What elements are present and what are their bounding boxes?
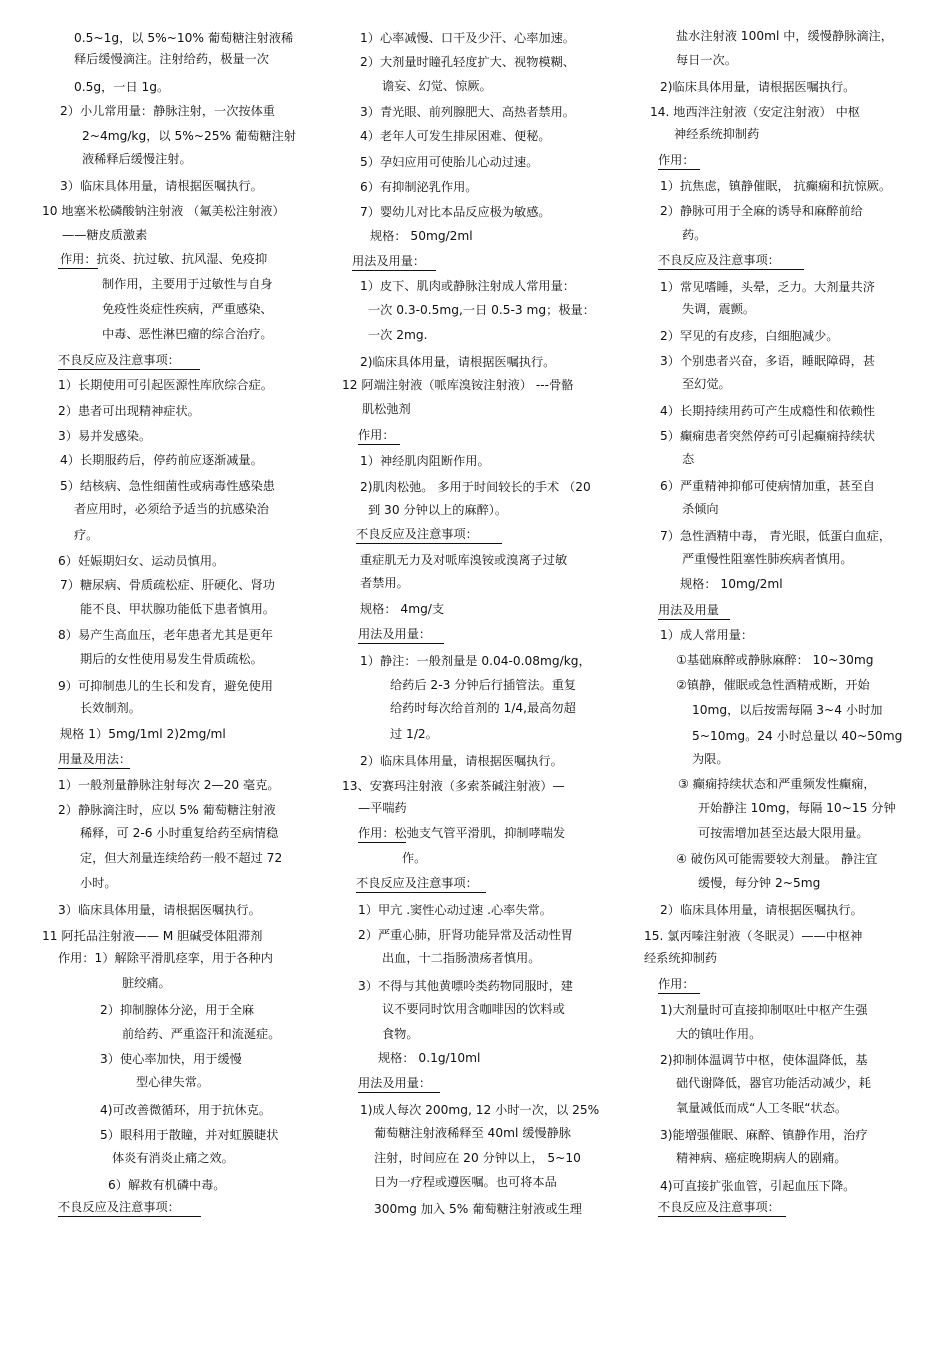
- col3-line: 2）静脉可用于全麻的诱导和麻醉前给: [660, 204, 863, 218]
- col3-line: 1）抗焦虑，镇静催眠， 抗癫痫和抗惊厥。: [660, 179, 892, 193]
- col1-line: 免疫性炎症性疾病，严重感染、: [102, 302, 273, 316]
- col1-line: 2）静脉滴注时，应以 5% 葡萄糖注射液: [58, 803, 276, 817]
- heading-underline: [658, 993, 700, 994]
- col2-line: 1）静注：一般剂量是 0.04-0.08mg/kg，: [360, 654, 591, 668]
- col3-line: 2）罕见的有皮疹，白细胞减少。: [660, 329, 839, 343]
- heading-underline: [58, 1216, 201, 1217]
- col2-line: 肌松弛剂: [362, 402, 411, 416]
- col3-line: 4）长期持续用药可产生成瘾性和依赖性: [660, 404, 875, 418]
- col2-line: 3）不得与其他黄嘌呤类药物同服时，建: [358, 979, 573, 993]
- col2-line: 注射，时间应在 20 分钟以上， 5~10: [374, 1151, 581, 1165]
- col3-line: 1）成人常用量：: [660, 628, 754, 642]
- col2-line: 2）大剂量时瞳孔轻度扩大、视物模糊、: [360, 55, 575, 69]
- col1-line: ——糖皮质激素: [62, 228, 148, 242]
- col3-line: 精神病、癌症晚期病人的剧痛。: [676, 1151, 847, 1165]
- col1-line: 者应用时，必须给予适当的抗感染治: [74, 502, 269, 516]
- col2-line: 12 阿端注射液（哌库溴铵注射液） ---骨骼: [342, 378, 574, 392]
- col3-line: ①基础麻醉或静脉麻醉： 10~30mg: [676, 653, 874, 667]
- col2-line: —平喘药: [358, 801, 407, 815]
- col2-line: 作用：松弛支气管平滑肌，抑制哮喘发: [358, 826, 566, 840]
- col2-line: 不良反应及注意事项：: [356, 527, 478, 541]
- col2-line: 300mg 加入 5% 葡萄糖注射液或生理: [374, 1202, 582, 1216]
- col3-line: 础代谢降低，器官功能活动减少，耗: [676, 1076, 871, 1090]
- col3-line: 严重慢性阻塞性肺疾病者慎用。: [682, 552, 853, 566]
- col1-line: 0.5~1g，以 5%~10% 葡萄糖注射液稀: [74, 31, 294, 45]
- heading-underline: [358, 444, 400, 445]
- col1-line: 脏绞痛。: [122, 976, 171, 990]
- col1-line: 10 地塞米松磷酸钠注射液 （氟美松注射液）: [42, 204, 285, 218]
- col1-line: 体炎有消炎止痛之效。: [112, 1151, 234, 1165]
- heading-underline: [658, 619, 730, 620]
- col1-line: 规格 1）5mg/1ml 2)2mg/ml: [60, 727, 226, 741]
- heading-underline: [358, 643, 444, 644]
- col2-line: 者禁用。: [360, 576, 409, 590]
- col1-line: 9）可抑制患儿的生长和发育，避免使用: [58, 679, 273, 693]
- col2-line: 作。: [402, 851, 427, 865]
- col1-line: 6）解救有机磷中毒。: [108, 1178, 226, 1192]
- col3-line: 用法及用量: [658, 603, 719, 617]
- col1-line: 6）妊娠期妇女、运动员慎用。: [58, 554, 225, 568]
- col1-line: 1）一般剂量静脉注射每次 2—20 毫克。: [58, 778, 280, 792]
- col3-line: 1)大剂量时可直接抑制呕吐中枢产生强: [660, 1003, 868, 1017]
- col2-line: 食物。: [382, 1027, 419, 1041]
- col2-line: 给药时每次给首剂的 1/4,最高勿超: [390, 701, 576, 715]
- col3-line: 盐水注射液 100ml 中，缓慢静脉滴注，: [676, 29, 893, 43]
- col1-line: 3）临床具体用量，请根据医嘱执行。: [60, 179, 263, 193]
- col3-line: 失调，震颤。: [682, 302, 756, 316]
- col3-line: 15. 氯丙嗪注射液（冬眠灵）——中枢神: [644, 929, 863, 943]
- col3-line: 4)可直接扩张血管，引起血压下降。: [660, 1179, 856, 1193]
- heading-underline: [58, 268, 98, 269]
- col2-line: 5）孕妇应用可使胎儿心动过速。: [360, 155, 539, 169]
- col1-line: 小时。: [80, 876, 117, 890]
- col2-line: 2）严重心肺，肝肾功能异常及活动性胃: [358, 928, 573, 942]
- col2-line: 1）神经肌肉阻断作用。: [360, 454, 490, 468]
- col2-line: 2）临床具体用量，请根据医嘱执行。: [360, 754, 563, 768]
- heading-underline: [58, 768, 130, 769]
- col2-line: 不良反应及注意事项：: [356, 876, 478, 890]
- col2-line: 议不要同时饮用含咖啡因的饮料或: [382, 1002, 565, 1016]
- col1-line: 用量及用法：: [58, 752, 132, 766]
- col3-line: 神经系统抑制药: [674, 127, 760, 141]
- col3-line: 6）严重精神抑郁可使病情加重，甚至自: [660, 479, 875, 493]
- col3-line: 态: [682, 452, 695, 466]
- col3-line: 氧量减低而成“人工冬眠“状态。: [676, 1101, 848, 1115]
- col3-line: 2)临床具体用量，请根据医嘱执行。: [660, 80, 856, 94]
- col3-line: 不良反应及注意事项：: [658, 253, 780, 267]
- col1-line: 8）易产生高血压，老年患者尤其是更年: [58, 628, 273, 642]
- col3-line: 3)能增强催眠、麻醉、镇静作用，治疗: [660, 1128, 868, 1142]
- col3-line: 药。: [682, 228, 707, 242]
- col3-line: ④ 破伤风可能需要较大剂量。 静注宜: [676, 852, 878, 866]
- heading-underline: [356, 543, 502, 544]
- col2-line: 7）婴幼儿对比本品反应极为敏感。: [360, 205, 551, 219]
- col1-line: 3）临床具体用量，请根据医嘱执行。: [58, 903, 261, 917]
- col3-line: 作用：: [658, 977, 695, 991]
- col1-line: 4）长期服药后，停药前应逐渐减量。: [60, 453, 263, 467]
- heading-underline: [356, 892, 486, 893]
- col2-line: 谵妄、幻觉、惊厥。: [382, 79, 492, 93]
- col2-line: 6）有抑制泌乳作用。: [360, 180, 478, 194]
- col2-line: 作用：: [358, 428, 395, 442]
- col2-line: 给药后 2-3 分钟后行插管法。重复: [390, 678, 577, 692]
- col1-line: 不良反应及注意事项：: [58, 1200, 180, 1214]
- col2-line: 规格： 0.1g/10ml: [378, 1051, 481, 1065]
- col1-line: 能不良、甲状腺功能低下患者慎用。: [80, 602, 275, 616]
- col3-line: 杀倾向: [682, 502, 719, 516]
- col1-line: 作用：抗炎、抗过敏、抗风湿、免疫抑: [60, 252, 268, 266]
- heading-underline: [358, 842, 406, 843]
- col2-line: 2)肌肉松弛。 多用于时间较长的手术 （20: [360, 480, 591, 494]
- col3-line: 经系统抑制药: [644, 951, 718, 965]
- col1-line: 11 阿托品注射液—— M 胆碱受体阻滞剂: [42, 929, 263, 943]
- col1-line: 疗。: [74, 528, 99, 542]
- col2-line: 1）皮下、肌肉或静脉注射成人常用量：: [360, 279, 575, 293]
- col2-line: 1）甲亢 .窦性心动过速 .心率失常。: [358, 903, 552, 917]
- col1-line: 5）眼科用于散瞳，并对虹膜睫状: [100, 1128, 279, 1142]
- col2-line: 过 1/2。: [390, 727, 438, 741]
- heading-underline: [358, 1092, 440, 1093]
- col1-line: 中毒、恶性淋巴瘤的综合治疗。: [102, 327, 273, 341]
- col1-line: 前给药、严重盗汗和流涎症。: [122, 1027, 281, 1041]
- col1-line: 3）使心率加快，用于缓慢: [100, 1052, 242, 1066]
- col1-line: 2~4mg/kg，以 5%~25% 葡萄糖注射: [82, 129, 296, 143]
- heading-underline: [658, 269, 804, 270]
- col1-line: 释后缓慢滴注。注射给药，极量一次: [74, 52, 269, 66]
- col2-line: 规格： 4mg/支: [360, 602, 445, 616]
- col3-line: 2)抑制体温调节中枢，使体温降低，基: [660, 1053, 868, 1067]
- col3-line: 可按需增加甚至达最大限用量。: [698, 826, 869, 840]
- col3-line: 10mg，以后按需每隔 3~4 小时加: [692, 703, 883, 717]
- col1-line: 3）易并发感染。: [58, 429, 152, 443]
- col3-line: 5）癫痫患者突然停药可引起癫痫持续状: [660, 429, 875, 443]
- col3-line: 2）临床具体用量，请根据医嘱执行。: [660, 903, 863, 917]
- col1-line: 稀释，可 2-6 小时重复给药至病情稳: [80, 826, 279, 840]
- heading-underline: [658, 169, 700, 170]
- col1-line: 1）长期使用可引起医源性库欣综合症。: [58, 378, 273, 392]
- col3-line: 规格： 10mg/2ml: [680, 577, 783, 591]
- col2-line: 葡萄糖注射液稀释至 40ml 缓慢静脉: [374, 1126, 571, 1140]
- col1-line: 7）糖尿病、骨质疏松症、肝硬化、肾功: [60, 578, 275, 592]
- col1-line: 5）结核病、急性细菌性或病毒性感染患: [60, 479, 275, 493]
- col3-line: 每日一次。: [676, 53, 737, 67]
- col3-line: 3）个别患者兴奋，多语，睡眠障碍，甚: [660, 354, 875, 368]
- col3-line: 7）急性酒精中毒， 青光眼，低蛋白血症，: [660, 529, 892, 543]
- col1-line: 不良反应及注意事项：: [58, 353, 180, 367]
- col2-line: 1)成人每次 200mg, 12 小时一次，以 25%: [360, 1103, 600, 1117]
- col1-line: 液稀释后缓慢注射。: [82, 152, 192, 166]
- col2-line: 重症肌无力及对哌库溴铵或溴离子过敏: [360, 553, 568, 567]
- col1-line: 长效制剂。: [80, 701, 141, 715]
- col1-line: 4)可改善微循环，用于抗休克。: [100, 1103, 271, 1117]
- col2-line: 用法及用量：: [352, 254, 426, 268]
- col3-line: 作用：: [658, 153, 695, 167]
- col3-line: 为限。: [692, 752, 729, 766]
- heading-underline: [352, 270, 436, 271]
- col1-line: 2）抑制腺体分泌，用于全麻: [100, 1003, 255, 1017]
- col2-line: 13、安赛玛注射液（多索茶碱注射液）—: [342, 779, 565, 793]
- col2-line: 出血，十二指肠溃疡者慎用。: [382, 951, 541, 965]
- col3-line: ②镇静，催眠或急性酒精戒断，开始: [676, 678, 870, 692]
- col2-line: 2)临床具体用量，请根据医嘱执行。: [360, 355, 556, 369]
- col2-line: 一次 0.3-0.5mg,一日 0.5-3 mg；极量：: [368, 303, 595, 317]
- col2-line: 1）心率减慢、口干及少汗、心率加速。: [360, 31, 575, 45]
- col2-line: 用法及用量：: [358, 627, 432, 641]
- col3-line: 缓慢，每分钟 2~5mg: [698, 876, 821, 890]
- heading-underline: [658, 1216, 786, 1217]
- col3-line: 1）常见嗜睡，头晕，乏力。大剂量共济: [660, 280, 875, 294]
- col2-line: 用法及用量：: [358, 1076, 432, 1090]
- col2-line: 一次 2mg.: [368, 328, 428, 342]
- col2-line: 规格： 50mg/2ml: [370, 229, 473, 243]
- col3-line: 5~10mg。24 小时总量以 40~50mg: [692, 729, 903, 743]
- col2-line: 3）青光眼、前列腺肥大、高热者禁用。: [360, 105, 575, 119]
- col3-line: ③ 癫痫持续状态和严重频发性癫痫，: [678, 777, 876, 791]
- col1-line: 定，但大剂量连续给药一般不超过 72: [80, 851, 283, 865]
- col1-line: 2）小儿常用量：静脉注射，一次按体重: [60, 104, 275, 118]
- col1-line: 0.5g，一日 1g。: [74, 80, 170, 94]
- col3-line: 开始静注 10mg，每隔 10~15 分钟: [698, 801, 896, 815]
- heading-underline: [58, 369, 200, 370]
- col2-line: 4）老年人可发生排尿困难、便秘。: [360, 129, 551, 143]
- col2-line: 到 30 分钟以上的麻醉）。: [368, 503, 508, 517]
- col1-line: 期后的女性使用易发生骨质疏松。: [80, 652, 263, 666]
- col3-line: 大的镇吐作用。: [676, 1027, 762, 1041]
- col1-line: 作用：1）解除平滑肌痉挛，用于各种内: [58, 951, 273, 965]
- col3-line: 至幻觉。: [682, 377, 731, 391]
- col1-line: 制作用，主要用于过敏性与自身: [102, 277, 273, 291]
- col3-line: 不良反应及注意事项：: [658, 1200, 780, 1214]
- col3-line: 14. 地西泮注射液（安定注射液） 中枢: [650, 105, 860, 119]
- col1-line: 型心律失常。: [136, 1075, 210, 1089]
- col2-line: 日为一疗程或遵医嘱。也可将本品: [374, 1175, 557, 1189]
- col1-line: 2）患者可出现精神症状。: [58, 404, 200, 418]
